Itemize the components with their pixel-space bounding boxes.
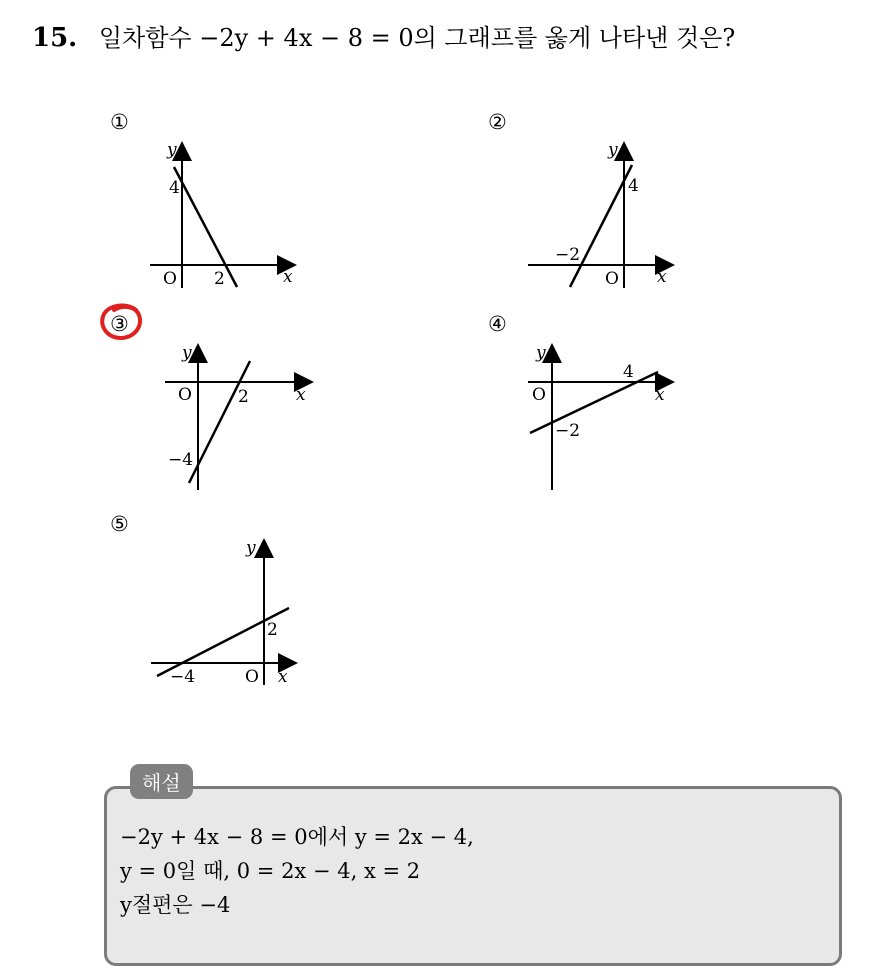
option-2-line [570, 165, 632, 287]
solution-tab: 해설 [130, 764, 193, 799]
origin-label: O [245, 667, 259, 687]
option-3-marker[interactable]: ③ [110, 312, 129, 336]
tick-label: 4 [169, 178, 180, 198]
y-axis-label: y [536, 343, 546, 363]
option-5-line [157, 608, 289, 676]
tick-label: −4 [168, 450, 194, 470]
tick-label: −4 [170, 667, 196, 687]
solution-line-2: y = 0일 때, 0 = 2x − 4, x = 2 [120, 859, 421, 883]
tick-label: 2 [267, 620, 278, 640]
y-axis-label: y [182, 343, 192, 363]
question-text: 일차함수 −2y + 4x − 8 = 0의 그래프를 옳게 나타낸 것은? [98, 24, 736, 52]
option-5-graph[interactable] [148, 535, 318, 695]
x-axis-label: x [657, 267, 667, 287]
tick-label: −2 [555, 421, 581, 441]
origin-label: O [178, 385, 192, 405]
question-number: 15. [32, 23, 78, 53]
tick-label: 4 [628, 176, 639, 196]
x-axis-label: x [655, 385, 665, 405]
y-axis-label: y [246, 538, 256, 558]
origin-label: O [163, 269, 177, 289]
tick-label: −2 [555, 245, 581, 265]
answer-circle-icon [98, 302, 148, 344]
option-4-marker[interactable]: ④ [488, 312, 507, 336]
x-axis-label: x [283, 267, 293, 287]
option-1-marker[interactable]: ① [110, 110, 129, 134]
tick-label: 4 [623, 362, 634, 382]
y-axis-label: y [167, 140, 177, 160]
y-axis-label: y [608, 140, 618, 160]
tick-label: 2 [214, 269, 225, 289]
option-1-line [174, 167, 237, 287]
option-2-marker[interactable]: ② [488, 110, 507, 134]
x-axis-label: x [296, 385, 306, 405]
option-5-marker[interactable]: ⑤ [110, 512, 129, 536]
option-4-graph[interactable] [525, 340, 685, 500]
solution-line-1: −2y + 4x − 8 = 0에서 y = 2x − 4, [120, 825, 474, 849]
solution-line-3: y절편은 −4 [120, 893, 231, 917]
x-axis-label: x [278, 667, 288, 687]
tick-label: 2 [238, 387, 249, 407]
origin-label: O [605, 269, 619, 289]
origin-label: O [532, 385, 546, 405]
option-3-graph[interactable] [160, 340, 330, 500]
option-2-graph[interactable] [525, 135, 685, 295]
question [32, 18, 735, 53]
solution-content [120, 820, 474, 922]
option-1-graph[interactable] [145, 135, 315, 295]
